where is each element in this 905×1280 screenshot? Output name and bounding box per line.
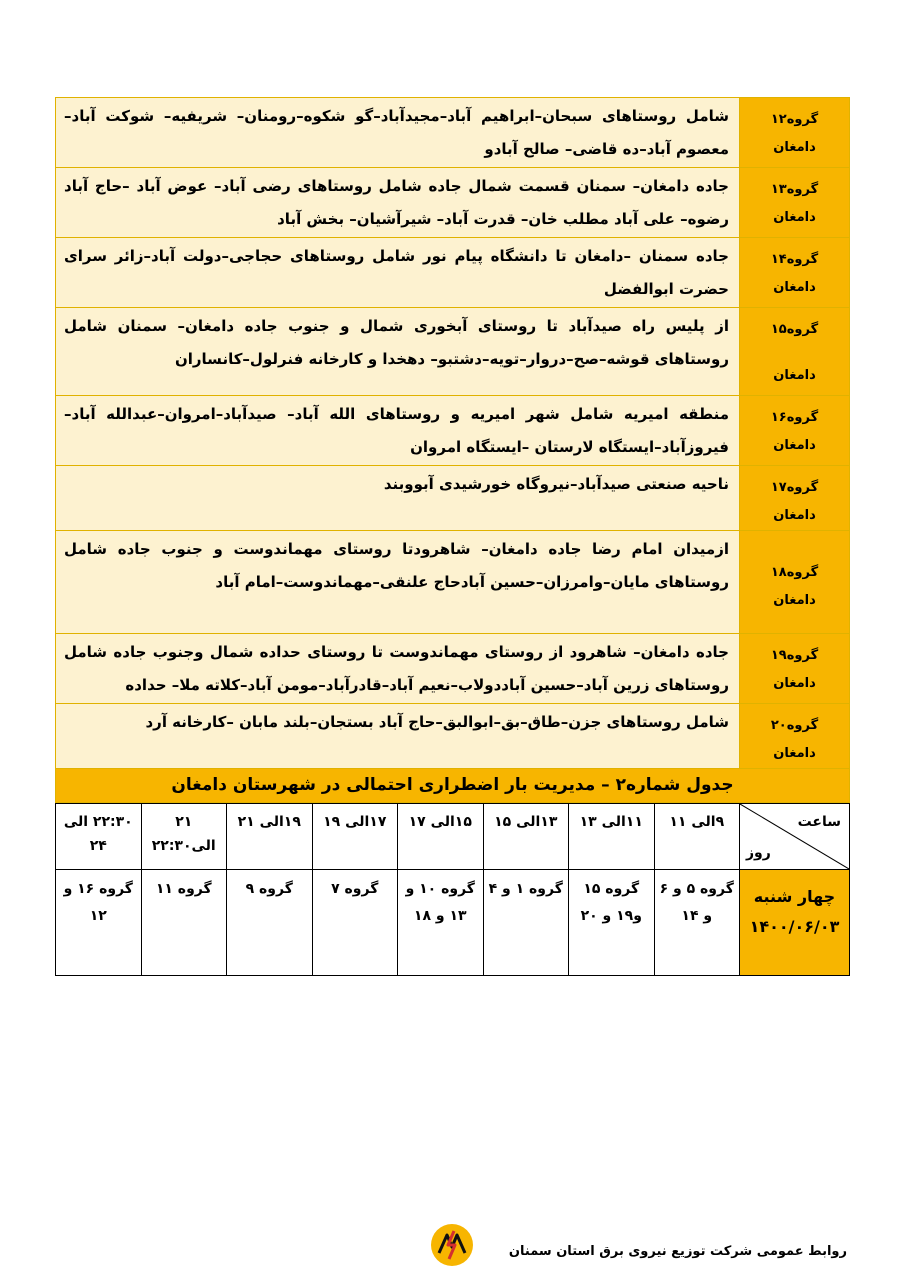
hour-header: ۱۷الی ۱۹ <box>312 804 398 870</box>
groups-table <box>55 97 850 769</box>
group-label: گروه۱۶ <box>770 410 819 425</box>
group-city: دامغان <box>773 593 816 608</box>
group-city: دامغان <box>773 746 816 761</box>
group-row <box>56 704 850 769</box>
hour-header: ۱۵الی ۱۷ <box>398 804 484 870</box>
group-description: جاده دامغان– سمنان قسمت شمال جاده شامل روستاهای رضی آباد– عوض آباد –حاج آباد رضوه– علی آباد مطلب خان– قدرت آباد– شیرآشیان– بخش آباد <box>56 168 740 238</box>
corner-hour-label: ساعت <box>797 814 841 830</box>
schedule-cell: گروه ۱۱ <box>141 870 227 976</box>
group-label: گروه۱۲ <box>770 112 819 127</box>
group-description: منطقه امیریه شامل شهر امیریه و روستاهای الله آباد– صیدآباد–امروان–عبدالله آباد– فیروزآباد–ایستگاه لارستان –ایستگاه امروان <box>56 396 740 466</box>
group-city: دامغان <box>773 140 816 155</box>
schedule-cell: گروه ۹ <box>227 870 313 976</box>
schedule-cell: گروه ۱ و ۴ <box>483 870 569 976</box>
document-sheet <box>55 97 850 976</box>
schedule-cell: گروه ۱۶ و ۱۲ <box>56 870 142 976</box>
schedule-cell: گروه ۵ و ۶ و ۱۴ <box>654 870 740 976</box>
group-row <box>56 396 850 466</box>
corner-day-label: روز <box>746 845 771 861</box>
footer-text: روابط عمومی شرکت توزیع نیروی برق استان سمنان <box>508 1244 847 1259</box>
day-date: ۱۴۰۰/۰۶/۰۳ <box>749 917 840 936</box>
schedule-row <box>56 870 850 976</box>
group-city: دامغان <box>773 280 816 295</box>
group-description: شامل روستاهای سبحان–ابراهیم آباد–مجیدآباد–گو شکوه–رومنان– شریفیه– شوکت آباد– معصوم آباد–ده قاضی– صالح آبادو <box>56 98 740 168</box>
hour-header: ۱۱الی ۱۳ <box>569 804 655 870</box>
group-row <box>56 98 850 168</box>
corner-cell <box>740 804 850 870</box>
group-city: دامغان <box>773 676 816 691</box>
schedule-cell: گروه ۱۵ و۱۹ و ۲۰ <box>569 870 655 976</box>
power-company-logo-icon <box>430 1223 474 1267</box>
group-row <box>56 634 850 704</box>
group-description: جاده دامغان– شاهرود از روستای مهماندوست تا روستای حداده شمال وجنوب جاده شامل روستاهای زرین آباد–حسین آباددولاب–نعیم آباد–قادرآباد–مومن آباد–کلاته ملا– حداده <box>56 634 740 704</box>
group-city: دامغان <box>773 508 816 523</box>
group-city: دامغان <box>773 438 816 453</box>
group-city: دامغان <box>773 210 816 225</box>
group-label: گروه۱۵ <box>770 322 819 337</box>
hour-header: ۲۱ الی۲۲:۳۰ <box>141 804 227 870</box>
group-description: از پلیس راه صیدآباد تا روستای آبخوری شمال و جنوب جاده دامغان– سمنان شامل روستاهای قوشه–صح–دروار–تویه–دشتبو– دهخدا و کارخانه فنرلول–کانساران <box>56 308 740 396</box>
group-row <box>56 308 850 396</box>
schedule-title: جدول شماره۲ – مدیریت بار اضطراری احتمالی در شهرستان دامغان <box>55 769 850 803</box>
hour-header: ۱۹الی ۲۱ <box>227 804 313 870</box>
group-label: گروه۱۴ <box>770 252 819 267</box>
schedule-cell: گروه ۷ <box>312 870 398 976</box>
schedule-table <box>55 803 850 976</box>
group-description: ازمیدان امام رضا جاده دامغان– شاهرودتا روستای مهماندوست و جنوب جاده شامل روستاهای مایان–وامرزان–حسین آبادحاج علنقی–مهماندوست–امام آباد <box>56 531 740 634</box>
group-description: شامل روستاهای جزن–طاق–بق–ابوالبق–حاج آباد بستجان–بلند مابان –کارخانه آرد <box>56 704 740 769</box>
group-label: گروه۲۰ <box>770 718 819 733</box>
group-label: گروه۱۳ <box>770 182 819 197</box>
group-row <box>56 168 850 238</box>
group-description: جاده سمنان –دامغان تا دانشگاه پیام نور شامل روستاهای حجاجی–دولت آباد–زائر سرای حضرت ابوالفضل <box>56 238 740 308</box>
group-row <box>56 466 850 531</box>
hour-header: ۱۳الی ۱۵ <box>483 804 569 870</box>
group-city: دامغان <box>773 368 816 383</box>
group-label: گروه۱۹ <box>770 648 819 663</box>
hour-header: ۹الی ۱۱ <box>654 804 740 870</box>
schedule-header-row <box>56 804 850 870</box>
group-label: گروه۱۷ <box>770 480 819 495</box>
day-cell <box>740 870 850 976</box>
group-row <box>56 238 850 308</box>
day-name: چهار شنبه <box>753 887 836 906</box>
group-row <box>56 531 850 634</box>
group-label: گروه۱۸ <box>770 565 819 580</box>
schedule-cell: گروه ۱۰ و ۱۳ و ۱۸ <box>398 870 484 976</box>
hour-header: ۲۲:۳۰ الی ۲۴ <box>56 804 142 870</box>
group-description: ناحیه صنعتی صیدآباد–نیروگاه خورشیدی آبووبند <box>56 466 740 531</box>
